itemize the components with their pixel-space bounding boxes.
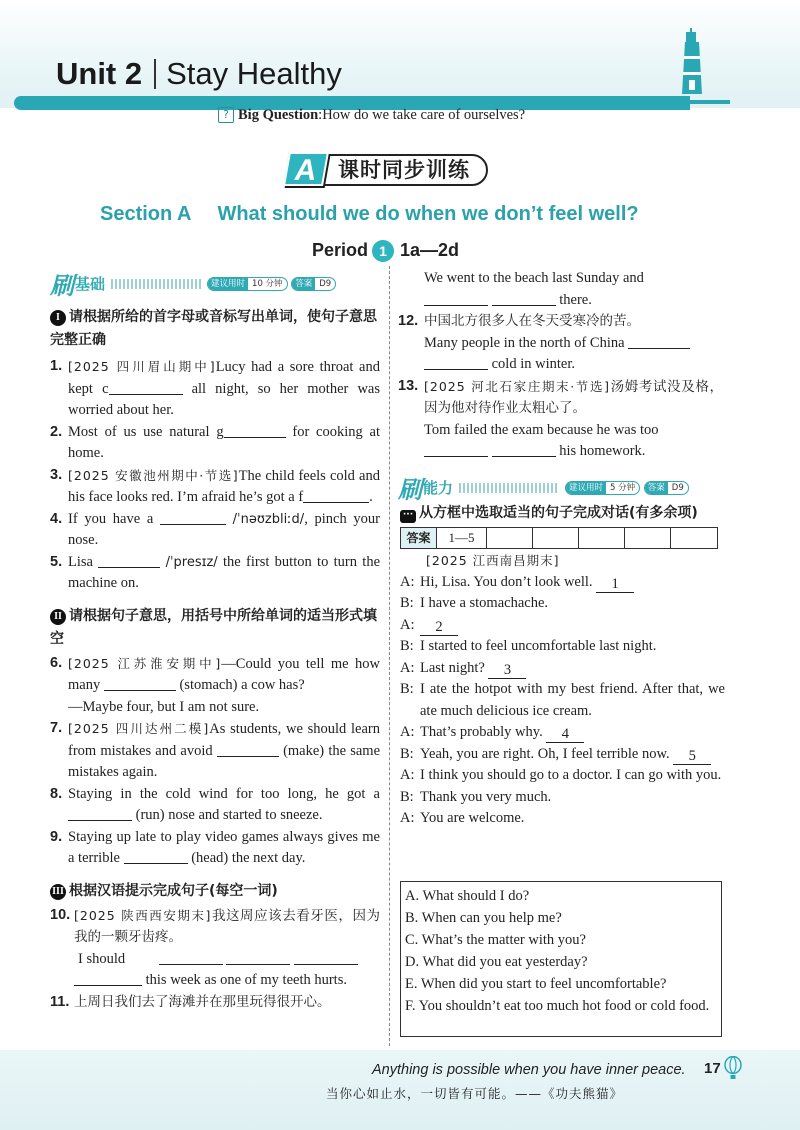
dialogue xyxy=(400,550,725,830)
section-title xyxy=(100,203,639,226)
option-item: E. When did you start to feel uncomfortable? xyxy=(405,976,667,992)
answer-cell[interactable] xyxy=(625,528,671,548)
option-item: C. What’s the matter with you? xyxy=(405,932,586,948)
unit-title xyxy=(56,56,342,92)
unit-label: Unit 2 xyxy=(56,56,143,91)
period-label: Period xyxy=(312,240,369,260)
basic-label: 基础 xyxy=(75,275,106,293)
question-3: 3. [2025 安徽池州期中·节选]The child feels cold and his face looks red. I’m afraid he’s got a f . xyxy=(50,466,380,505)
answer-blank[interactable] xyxy=(294,950,358,965)
answer-blank[interactable] xyxy=(98,553,160,568)
dialogue-line: B: I have a stomachache. xyxy=(400,595,549,611)
question-6: 6. [2025 江苏淮安期中]—Could you tell me how many (stomach) a cow has? —Maybe four, but I am not sure. xyxy=(50,654,380,715)
big-question-text: :How do we take care of ourselves? xyxy=(318,107,526,123)
question-9: 9. Staying up late to play video games always gives me a terrible (head) the next day. xyxy=(50,828,380,866)
time-tag: 建议用时 10 分钟 xyxy=(207,277,288,291)
page-number: 17 xyxy=(704,1060,721,1077)
option-item: F. You shouldn’t eat too much hot food or cold food. xyxy=(405,998,710,1014)
question-4: 4. If you have a /ˈnəʊzbliːd/, pinch your nose. xyxy=(50,510,380,548)
question-8: 8. Staying in the cold wind for too long, he got a (run) nose and started to sneeze. xyxy=(50,785,380,823)
shua-label: 刷 xyxy=(50,272,74,300)
dialogue-blank[interactable]: 4 xyxy=(546,725,584,743)
answer-range: 1—5 xyxy=(437,528,487,548)
unit-name: Stay Healthy xyxy=(166,56,342,91)
banner-letter: A xyxy=(283,152,329,186)
option-item: B. When can you help me? xyxy=(405,910,562,926)
footer-quote-cn: 当你心如止水，一切皆有可能。——《功夫熊猫》 xyxy=(326,1086,624,1101)
shua-label: 刷 xyxy=(398,476,422,504)
dialogue-line: A: I think you should go to a doctor. I can go with you. xyxy=(400,767,722,783)
period-range: 1a—2d xyxy=(400,240,460,260)
question-12: 12. 中国北方很多人在冬天受寒冷的苦。 Many people in the north of China cold in winter. xyxy=(398,311,723,376)
dialogue-line: B: Thank you very much. xyxy=(400,788,552,805)
answer-cell[interactable] xyxy=(579,528,625,548)
title-separator xyxy=(154,59,156,89)
section-label: Section A xyxy=(100,203,192,225)
part1-instruction: I 请根据所给的首字母或音标写出单词，使句子意思完整正确 xyxy=(50,309,377,348)
period-heading xyxy=(312,240,459,262)
question-icon: ? xyxy=(218,107,234,123)
right-questions xyxy=(398,311,723,463)
option-item: D. What did you eat yesterday? xyxy=(405,954,588,970)
dialogue-line: A: Hi, Lisa. You don’t look well. 1 xyxy=(400,572,725,594)
lesson-banner xyxy=(286,152,492,188)
dialogue-line: A: That’s probably why. 4 xyxy=(400,722,725,744)
answer-blank[interactable] xyxy=(424,355,488,370)
dialogue-source: [2025 江西南昌期末] xyxy=(426,553,560,568)
question-7: 7. [2025 四川达州二模]As students, we should learn from mistakes and avoid (make) the same mistakes again. xyxy=(50,720,381,780)
answer-blank[interactable] xyxy=(109,380,183,395)
dialogue-line: B: I started to feel uncomfortable last night. xyxy=(400,638,657,654)
dialogue-blank[interactable]: 3 xyxy=(488,661,526,679)
dialogue-line: A: 2 xyxy=(400,615,725,637)
banner-text: 课时同步训练 xyxy=(322,154,488,186)
big-question-label: Big Question xyxy=(238,107,319,123)
header-accent-tail xyxy=(690,100,730,104)
part3-instruction: III 根据汉语提示完成句子(每空一词) xyxy=(50,880,380,903)
question-1: 1. [2025 四川眉山期中]Lucy had a sore throat and kept c all night, so her mother was worried about her. xyxy=(50,358,380,418)
question-5: 5. Lisa /ˈpresɪz/ the first button to turn the machine on. xyxy=(50,553,381,591)
ability-label: 能力 xyxy=(423,479,454,497)
question-10: 10. [2025 陕西西安期末]我这周应该去看牙医，因为我的一颗牙齿疼。 I should this week as one of my teeth hurts. xyxy=(50,906,380,988)
answer-blank[interactable] xyxy=(303,488,369,503)
lighthouse-icon xyxy=(672,28,712,98)
options-box xyxy=(400,881,722,1037)
dialogue-line: A: Last night? 3 xyxy=(400,658,725,680)
left-column xyxy=(50,306,380,1013)
q11-continued: We went to the beach last Sunday and there. xyxy=(424,270,644,308)
answer-blank[interactable] xyxy=(124,849,188,864)
column-divider xyxy=(389,266,390,1046)
stripe-decoration xyxy=(111,279,201,289)
answer-blank[interactable] xyxy=(217,742,279,757)
answer-row xyxy=(400,527,718,549)
roman-numeral: I xyxy=(50,310,66,326)
answer-blank[interactable] xyxy=(492,442,556,457)
dialogue-blank[interactable]: 1 xyxy=(596,575,634,593)
answer-blank[interactable] xyxy=(424,291,488,306)
time-tag: 建议用时 5 分钟 xyxy=(565,481,640,495)
answer-blank[interactable] xyxy=(224,423,286,438)
option-item: A. What should I do? xyxy=(405,888,530,904)
dialogue-line: B: I ate the hotpot with my best friend. After that, we ate much delicious ice cream. xyxy=(400,681,725,719)
part4-instruction: ··· 从方框中选取适当的句子完成对话(有多余项) xyxy=(400,502,698,525)
answer-blank[interactable] xyxy=(159,950,223,965)
chat-icon: ··· xyxy=(400,510,416,523)
dialogue-blank[interactable]: 2 xyxy=(420,618,458,636)
answer-blank[interactable] xyxy=(74,971,142,986)
basic-header xyxy=(50,266,336,300)
dialogue-line: B: Yeah, you are right. Oh, I feel terrible now. 5 xyxy=(400,744,725,766)
answer-blank[interactable] xyxy=(104,676,176,691)
footer-quote-en: Anything is possible when you have inner peace. xyxy=(372,1062,686,1078)
answer-blank[interactable] xyxy=(226,950,290,965)
answer-cell[interactable] xyxy=(533,528,579,548)
roman-numeral: III xyxy=(50,884,66,900)
stripe-decoration xyxy=(459,483,559,493)
dialogue-line: A: You are welcome. xyxy=(400,810,525,826)
period-number: 1 xyxy=(372,240,394,262)
answer-key-label: 答案 xyxy=(401,528,437,548)
answer-blank[interactable] xyxy=(492,291,556,306)
question-13: 13. [2025 河北石家庄期末·节选]汤姆考试没及格，因为他对待作业太粗心了。 Tom failed the exam because he was too his homework. xyxy=(398,377,723,459)
answer-blank[interactable] xyxy=(68,806,132,821)
ability-header xyxy=(398,470,689,504)
answer-blank[interactable] xyxy=(424,442,488,457)
big-question xyxy=(218,107,525,124)
answer-tag: 答案 D9 xyxy=(644,481,689,495)
roman-numeral: II xyxy=(50,609,66,625)
answer-cell[interactable] xyxy=(671,528,717,548)
question-2: 2. Most of us use natural g for cooking at home. xyxy=(50,423,381,461)
answer-blank[interactable] xyxy=(628,334,690,349)
answer-cell[interactable] xyxy=(487,528,533,548)
question-11: 11. 上周日我们去了海滩并在那里玩得很开心。 xyxy=(50,993,331,1010)
answer-tag: 答案 D9 xyxy=(291,277,336,291)
balloon-icon xyxy=(724,1056,742,1080)
answer-blank[interactable] xyxy=(160,510,226,525)
part2-instruction: II 请根据句子意思，用括号中所给单词的适当形式填空 xyxy=(50,607,377,647)
section-question: What should we do when we don’t feel well? xyxy=(217,203,639,225)
dialogue-blank[interactable]: 5 xyxy=(673,747,711,765)
